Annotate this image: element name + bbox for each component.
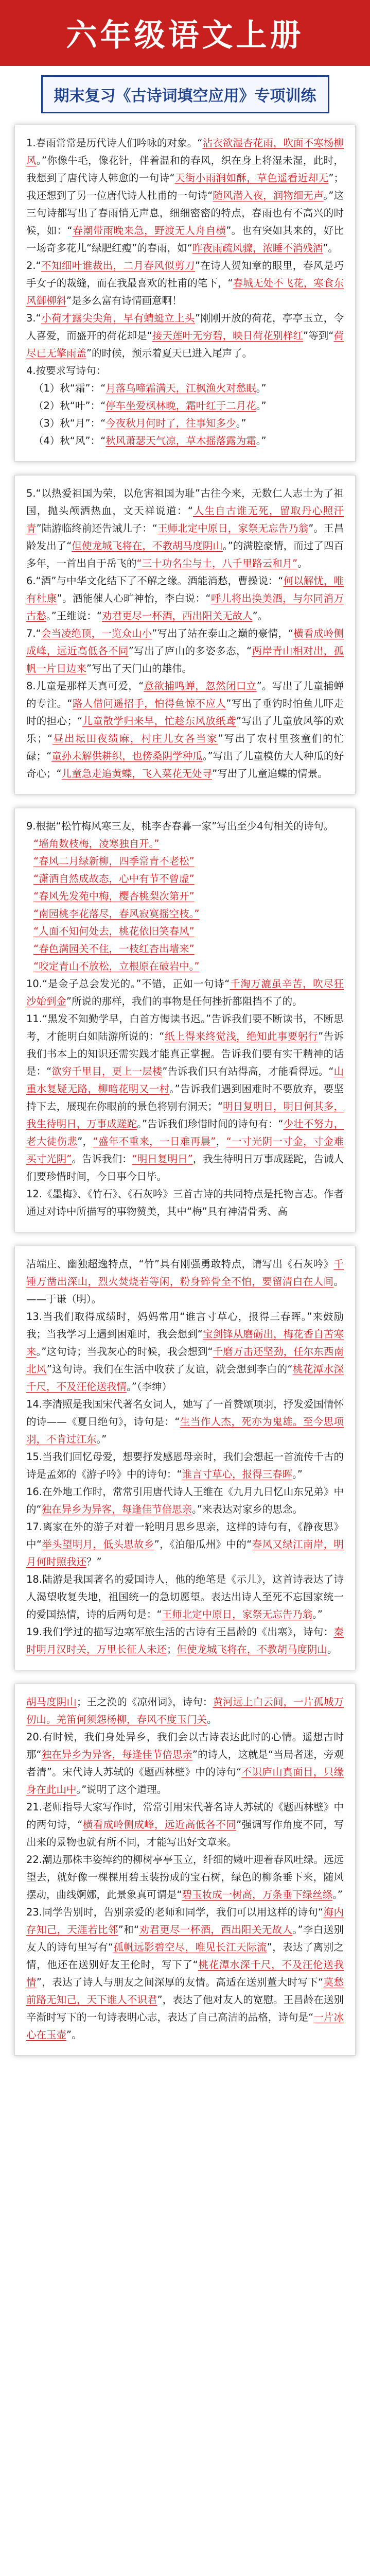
answer-blank: “春风先发苑中梅，樱杏桃梨次第开” (33, 890, 195, 902)
answer-blank: 天街小雨润如酥，草色遥看近却无 (174, 172, 329, 184)
answer-blank: 会当凌绝顶，一览众山小 (41, 628, 152, 639)
question-text: 。”李白送别友人的诗句里写有“ (26, 1924, 344, 1953)
question-text: 23.同学告别时，告别亲爱的老师和同学，我们可以用这样的诗句“ (26, 1906, 324, 1918)
question-text: ”。写出了儿童捕蝉的专注。“ (26, 680, 344, 709)
question-text: ”写出了儿童追蝶的情景。 (212, 768, 328, 779)
question-text: ”，表达了离别之情，他还在送别好友王伦时，写下了“ (26, 1941, 344, 1971)
question-text: 20.有时候，我们身处异乡，我们会以古诗表达此时的心情。遥想古时那“ (26, 1731, 344, 1760)
answer-blank: 碧玉妆成一树高，万条垂下绿丝绦 (182, 1889, 333, 1901)
answer-blank: 两岸青山相对出，孤帆一片日边来 (26, 645, 344, 674)
question-text: ”写出了天门山的雄伟。 (86, 663, 192, 674)
question-text: 8.儿童是那样天真可爱，“ (26, 680, 144, 692)
question-text: 1.春雨常常是历代诗人们吟咏的对象。“ (26, 137, 203, 149)
answer-line (26, 923, 344, 940)
answer-blank: 千淘万漉虽辛苦，吹尽狂沙始到金 (26, 978, 344, 1007)
question-paragraph (26, 485, 344, 572)
answer-blank: 昨夜雨疏风骤，浓睡不消残酒 (192, 242, 323, 254)
question-text: 18.陆游是我国著名的爱国诗人，他的绝笔是《示儿》，这首诗表达了诗人渴望收复失地，祖国统一的急切愿望。表达出诗人至死不忘国家统一的爱国热情，诗的后两句是：“ (26, 1573, 344, 1620)
question-paragraph (26, 1010, 344, 1185)
question-text: ”是多么富有诗情画意啊！ (66, 295, 182, 307)
worksheet-card (14, 1684, 356, 2056)
question-text: 7.“ (26, 628, 41, 639)
question-paragraph (26, 572, 344, 625)
question-text: 4.按要求写诗句： (26, 365, 107, 377)
question-text: ”写出了垂钓时怕鱼儿吓走时的担心；“ (26, 698, 344, 727)
question-text: 15.当我们回忆母爱，想要抒发感恩母亲时，我们会想起一首流传千古的诗是孟郊的《游子吟》中的诗句：“ (26, 1451, 344, 1480)
answer-blank: “明日复明日” (132, 1153, 193, 1165)
answer-blank: 随风潜入夜，润物细无声 (213, 190, 324, 201)
answer-blank: 山重水复疑无路，柳暗花明又一村 (26, 1065, 344, 1095)
answer-blank: 春城无处不飞花，寒食东风御柳斜 (26, 277, 344, 307)
answer-blank: 千磨万击还坚劲，任尔东西南北风 (26, 1346, 344, 1375)
question-paragraph (26, 625, 344, 677)
answer-line (26, 870, 344, 888)
question-text: ”。 (323, 242, 338, 254)
question-paragraph (26, 1728, 344, 1799)
answer-blank: 胡马度阴山 (26, 1696, 77, 1708)
answer-blank: 少壮不努力，老大徒伤悲 (26, 1118, 344, 1147)
question-text: ”和“ (118, 1924, 139, 1936)
answer-line (26, 888, 344, 905)
question-text: 9.根据“松竹梅风寒三友，桃李杏春暮一家”写出至少4句相关的诗句。 (26, 820, 334, 832)
question-paragraph (26, 310, 344, 362)
question-paragraph (26, 677, 344, 783)
answer-blank: 桃花潭水深千尺，不及汪伦送我情 (26, 1363, 344, 1393)
question-text: ”写出了站在泰山之巅的豪情，“ (152, 628, 294, 639)
question-text: ”，表达了诗人与朋友之间深厚的友情。高适在送别董大时写下“ (36, 1976, 324, 1988)
question-text: ”陆游临终前还告诫儿子：“ (36, 522, 157, 534)
question-text: 16.在外地工作时，常常引用唐代诗人王维在《九月九日忆山东兄弟》中的“ (26, 1486, 344, 1515)
question-paragraph (26, 1483, 344, 1518)
question-text: ”等到“ (303, 330, 334, 342)
question-text: 。” (292, 1468, 303, 1480)
answer-blank: 王师北定中原日，家祭无忘告乃翁 (157, 522, 309, 534)
question-text: 。” (312, 1608, 323, 1620)
question-text: 。——于谦（明）。 (26, 1276, 344, 1305)
question-text: 3.“ (26, 312, 41, 324)
question-text: 。”这句诗；当我灰心的时候，我会想到“ (36, 1346, 213, 1358)
question-text: 17.离家在外的游子对着一轮明月思乡思亲，这样的诗句有，《静夜思》中“ (26, 1521, 344, 1550)
question-paragraph (26, 1308, 344, 1396)
answer-blank: 王师北定中原日，家祭无忘告乃翁 (162, 1608, 313, 1620)
question-text: ； (167, 1643, 177, 1655)
worksheet-card (14, 1246, 356, 1670)
answer-blank: 海内存知己，天涯若比邻 (26, 1906, 344, 1936)
answer-line (26, 940, 344, 958)
page-subtitle: 期末复习《古诗词填空应用》专项训练 (41, 75, 329, 113)
worksheet-sections (0, 125, 370, 2056)
answer-blank: “墙角数枝梅，凌寒独自开。” (33, 838, 160, 850)
answer-blank: 儿童急走追黄蝶，飞入菜花无处寻 (61, 768, 213, 779)
answer-blank: 荷尽已无擎雨盖 (26, 330, 344, 359)
answer-blank: 停车坐爱枫林晚，霜叶红于二月花 (105, 400, 256, 412)
answer-blank: 黄河远上白云间，一片孤城万仞山。羌笛何须怨杨柳，春风不度玉门关 (26, 1696, 344, 1725)
question-text: ；王之涣的《凉州词》，诗句： (76, 1696, 213, 1708)
answer-blank: 接天莲叶无穷碧，映日荷花别样红 (152, 330, 304, 342)
question-text: ”，表达了他对友人的宽慰。王昌龄在送别辛渐时写下的一句诗表明心志，表达了自己高洁的品格，诗句是“ (26, 1994, 344, 2023)
question-text: 。”的满腔豪情，而过了四百多年，一首出自于岳飞的 (26, 540, 344, 569)
answer-blank: 宝剑锋从磨砺出，梅花香自苦寒来 (26, 1328, 344, 1358)
answer-blank: 横看成岭侧成峰，远近高低各不同 (26, 628, 344, 657)
question-text: ”所说的那样，我们的事物是任何挫折都阻挡不了的。 (66, 995, 303, 1007)
question-text: 21.老师指导大家写作时，常常引用宋代著名诗人苏轼的《题西林壁》中的两句诗，“ (26, 1801, 344, 1831)
answer-line (26, 397, 344, 415)
question-text: 。”来表达对家乡的思念。 (192, 1503, 303, 1515)
answer-blank: 独在异乡为异客，每逢佳节倍思亲 (41, 1749, 192, 1760)
question-paragraph (26, 1693, 344, 1728)
question-text: 。” (256, 435, 267, 447)
answer-blank: 莫愁前路无知己，天下谁人不识君 (26, 1976, 344, 2006)
answer-blank: 桃花潭水深千尺，不及汪伦送我情 (26, 1959, 344, 1988)
answer-blank: “南园桃李花落尽，春风寂寞摇空枝。” (33, 908, 200, 920)
answer-blank: 秦时明月汉时关，万里长征人未还 (26, 1626, 344, 1655)
question-paragraph (26, 1448, 344, 1483)
answer-blank: 人生自古谁无死，留取丹心照汗青 (26, 505, 344, 534)
page-title: 六年级语文上册 (66, 18, 304, 54)
question-paragraph (26, 1185, 344, 1221)
answer-blank: 月落乌啼霜满天，江枫渔火对愁眠 (105, 382, 256, 394)
question-text: 。”写出了儿童模仿大人种瓜的好奇心；“ (26, 750, 344, 779)
question-text: 。”这三句诗都写出了春雨悄无声息，细细密密的特点，春雨也有不高兴的时候，如：“ (26, 190, 344, 236)
answer-blank: 呼儿将出换美酒，与尔同消万古愁 (26, 592, 344, 622)
question-text: 11.“黑发不知勤学早，白首方悔读书迟。”告诉我们要不断读书，不断思考，才能明白如陆游所说的：“ (26, 1013, 344, 1042)
question-text: 5.“以热爱祖国为荣，以危害祖国为耻”古往今来，无数仁人志士为了祖国，抛头颅洒热血，文天祥说道：“ (26, 487, 344, 517)
answer-blank: 秋风萧瑟天气凉，草木摇落露为霜 (105, 435, 256, 447)
answer-blank: 纸上得来终觉浅，绝知此事要躬行 (164, 1030, 319, 1042)
question-text: 6.“酒”与中华文化结下了不解之缘。酒能消愁，曹操说：“ (26, 575, 284, 587)
question-text: 22.潮边那株丰姿绰约的柳树亭亭玉立，纤细的嫩叶迎着春风吐绿。远远望去，就好像一棵棵用碧玉装扮成的宝石树，绿色的柳条垂下来，随风摆动，曲线婀娜，此景象真可谓是“ (26, 1854, 344, 1901)
answer-blank: 不识庐山真面目，只缘身在此山中 (26, 1766, 344, 1795)
answer-blank: “春风二月绿新柳，四季常青不老松” (33, 855, 195, 867)
answer-line (26, 835, 344, 853)
question-text: ”。王昌龄发出了“ (26, 522, 344, 552)
answer-blank: 童孙未解供耕织，也傍桑阴学种瓜 (51, 750, 203, 762)
question-text: 。” (96, 1433, 107, 1445)
question-text: 洁端庄、幽独超逸特点，“竹”具有刚强勇敢特点，请写出《石灰吟》 (26, 1258, 334, 1270)
answer-blank: 儿童散学归来早，忙趁东风放纸鸢 (82, 715, 236, 727)
question-text: 。” (236, 417, 246, 429)
question-text: 。”说明了这个道理。 (76, 1784, 167, 1795)
question-paragraph (26, 1256, 344, 1308)
question-paragraph (26, 1851, 344, 1904)
question-paragraph (26, 1623, 344, 1658)
question-text: 。”告诉我们遇到困难时不要放弃，要坚持下去，展现在你眼前的景色将别有洞天；“ (26, 1083, 344, 1112)
answer-blank: 意欲捕鸣蝉，忽然闭口立 (144, 680, 257, 692)
answer-line (26, 905, 344, 923)
answer-blank: “春色满园关不住，一枝红杏出墙来” (33, 943, 195, 955)
question-text: ”，《泊船瓜州》中的“ (154, 1538, 252, 1550)
question-paragraph (26, 257, 344, 310)
question-paragraph (26, 975, 344, 1010)
answer-blank: 不知细叶谁裁出，二月春风似剪刀 (41, 260, 195, 272)
question-text: ”写出了农村里孩童们的忙碌；“ (26, 733, 344, 762)
header-banner (0, 0, 370, 66)
answer-line (26, 415, 344, 432)
answer-blank: 劝君更尽一杯酒，西出阳关无故人 (101, 610, 253, 622)
question-text: 。”告诉我们珍惜时间的诗句有：“ (137, 1118, 284, 1130)
answer-blank: 劝君更尽一杯酒，西出阳关无故人 (139, 1924, 293, 1936)
answer-blank: 但使龙城飞将在，不教胡马度阴山 (177, 1643, 328, 1655)
question-text: ， (216, 1136, 226, 1147)
question-text: 。” (332, 1889, 343, 1901)
question-text: 。”你像牛毛，像花针，伴着温和的春风，织在身上将湿未湿，此时，我想到了唐代诗人韩愈的一句诗“ (26, 155, 344, 184)
question-text: 。 (297, 557, 308, 569)
answer-blank: 举头望明月，低头思故乡 (41, 1538, 154, 1550)
question-text: ”刚刚开放的荷花，亭亭玉立，令人喜爱，而盛开的荷花却是“ (26, 312, 344, 342)
question-text: ”。也有突如其来的，好比一场奇多花儿“绿肥红瘦”的春雨，如“ (26, 225, 344, 254)
question-text: ”在诗人贺知章的眼里，春风是巧手女子的裁缝，而在我最喜欢的杜甫的笔下，“ (26, 260, 344, 289)
question-text: 12.《墨梅》、《竹石》、《石灰吟》三首古诗的共同特点是托物言志。作者通过对诗中所描写的事物赞美，其中“梅”具有神清骨秀、高 (26, 1188, 344, 1217)
question-text: （4）秋“风”：“ (33, 435, 106, 447)
question-text: 19.我们学过的描写边塞军旅生活的古诗有王昌龄的《出塞》，诗句： (26, 1626, 334, 1638)
answer-blank: 路人借问遥招手，怕得鱼惊不应人 (72, 698, 226, 709)
question-text: ”写出了儿童放风筝的欢乐；“ (26, 715, 344, 744)
answer-blank: 小荷才露尖尖角，早有蜻蜓立上头 (41, 312, 195, 324)
question-paragraph (26, 134, 344, 257)
answer-line (26, 380, 344, 397)
answer-line (26, 432, 344, 450)
question-paragraph (26, 1904, 344, 2044)
question-text: ”。 (66, 2029, 82, 2041)
question-text: ”的时候，预示着夏天已进入尾声了。 (86, 347, 253, 359)
answer-blank: 孤帆远影碧空尽，唯见长江天际流 (113, 1941, 267, 1953)
answer-blank: 明日复明日，明日何其多，我生待明日，万事成蹉跎 (26, 1100, 344, 1130)
question-text: ”， (77, 1136, 93, 1147)
question-text: （1）秋“霜”：“ (33, 382, 106, 394)
question-text: 。”王维说：“ (46, 610, 102, 622)
question-text: （3）秋“月”：“ (33, 417, 106, 429)
answer-line (26, 958, 344, 975)
answer-line (26, 853, 344, 870)
subtitle-wrap (0, 66, 370, 118)
question-text: ”告诉我们书本上的知识还需实践才能真正掌握。告诉我们要有实干精神的话是：“ (26, 1030, 344, 1077)
answer-blank: 千锤万凿出深山，烈火焚烧若等闲，粉身碎骨全不怕，要留清白在人间 (26, 1258, 344, 1287)
answer-blank: 欲穷千里目，更上一层楼 (51, 1065, 163, 1077)
question-text: ”；我还想到了另一位唐代诗人杜甫的一句诗“ (26, 172, 344, 201)
answer-blank: 谁言寸草心，报得三春晖 (182, 1468, 293, 1480)
answer-blank: “潇洒自然成故态，心中有节不曾虚” (33, 873, 195, 885)
question-text: ？” (86, 1556, 102, 1568)
answer-blank: 独在异乡为异客，每逢佳节倍思亲 (41, 1503, 192, 1515)
question-text: 13.当我们取得成绩时，妈妈常用“谁言寸草心，报得三春晖。”来鼓励我；当我学习上遇到困难时，我会想到“ (26, 1311, 344, 1340)
answer-blank: 生当作人杰，死亦为鬼雄。至今思项羽，不肯过江东 (26, 1416, 344, 1445)
answer-blank: “盛年不重来，一日难再晨” (93, 1136, 216, 1147)
question-paragraph (26, 1571, 344, 1623)
question-text: ”这句诗。我们在生活中收获了友谊，就会想到李白的“ (46, 1363, 293, 1375)
answer-blank: “三十功名尘与土，八千里路云和月” (136, 557, 298, 569)
question-text: ”强调写作角度不同，写出来的景物也就有所不同，才能写出好文章来。 (26, 1819, 344, 1848)
question-text: 。 (207, 1714, 217, 1725)
question-text: （2）秋“叶”：“ (33, 400, 106, 412)
question-text: 10.“是金子总会发光的。”不错，正如一句诗“ (26, 978, 230, 990)
question-text: 14.李清照是我国宋代著名女词人，她写了一首赞颂项羽，抒发爱国情怀的诗——《夏日绝句》，诗句是：“ (26, 1398, 344, 1428)
answer-blank: “咬定青山不放松，立根原在破岩中。” (33, 960, 200, 972)
question-paragraph (26, 1396, 344, 1448)
question-text: 2.“ (26, 260, 41, 272)
question-paragraph (26, 818, 344, 835)
answer-blank: 春潮带雨晚来急，野渡无人舟自横 (72, 225, 226, 236)
question-text: ”。酒能催人心旷神怡，李白说：“ (57, 592, 211, 604)
answer-blank: “一寸光阴一寸金，寸金难买寸光阴” (26, 1136, 344, 1165)
question-text: 。告诉我们： (72, 1153, 132, 1165)
question-text: ”的诗人，这就是“当局者迷，旁观者清”。宋代诗人苏轼的《题西林壁》中的诗句“ (26, 1749, 344, 1778)
worksheet-card (14, 125, 356, 462)
question-paragraph (26, 1518, 344, 1571)
answer-blank: 但使龙城飞将在，不教胡马度阴山 (72, 540, 223, 552)
answer-blank: 今夜秋月何时了，往事知多少 (105, 417, 236, 429)
answer-blank: 昼出耘田夜绩麻，村庄儿女各当家 (52, 733, 218, 744)
question-paragraph (26, 362, 344, 380)
worksheet-card (14, 808, 356, 1232)
answer-blank: 春风又绿江南岸，明月何时照我还 (26, 1538, 344, 1568)
question-text: 。 (327, 1643, 338, 1655)
question-paragraph (26, 1799, 344, 1851)
worksheet-card (14, 475, 356, 794)
answer-blank: 横看成岭侧成峰，远近高低各不同 (82, 1819, 237, 1831)
question-text: 。” (256, 382, 267, 394)
question-text: ”。 (252, 610, 268, 622)
answer-blank: 一片冰心在玉壶 (26, 2011, 344, 2041)
question-text: ”告诉我们只有站得高，才能看得远。“ (162, 1065, 334, 1077)
answer-blank: 何以解忧，唯有杜康 (26, 575, 344, 604)
question-text: 。” (256, 400, 267, 412)
question-text: 。”（李绅） (127, 1381, 172, 1393)
answer-blank: 沾衣欲湿杏花雨，吹面不寒杨柳风 (26, 137, 344, 166)
question-text: ，我生待明日万事成蹉跎，告诫人们要珍惜时间，今日事今日毕。 (26, 1153, 344, 1182)
answer-blank: “人面不知何处去，桃花依旧笑春风” (33, 925, 195, 937)
question-text: ”写出了庐山的多姿多态，“ (128, 645, 252, 657)
